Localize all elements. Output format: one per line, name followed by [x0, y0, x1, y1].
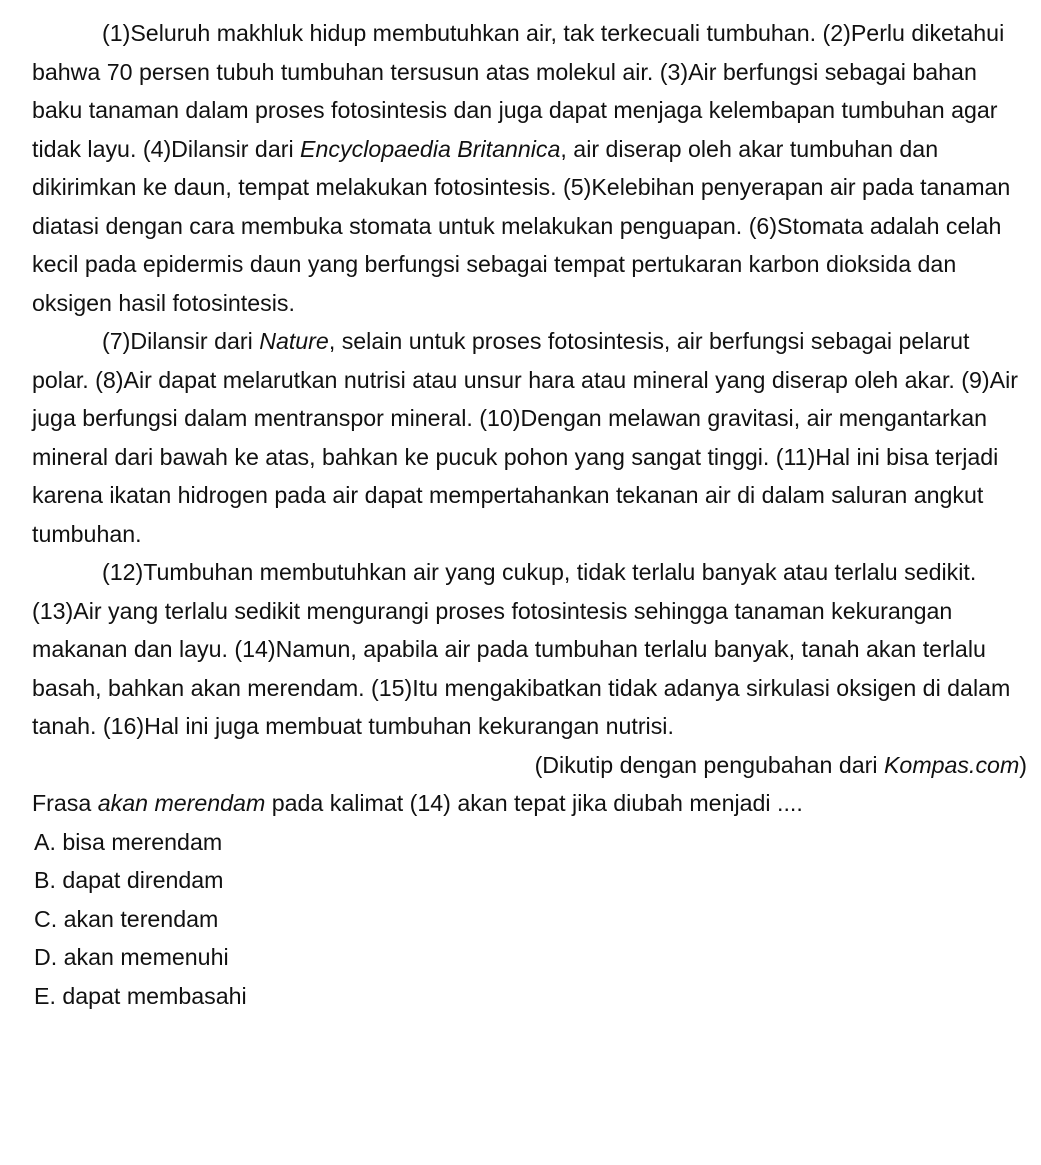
paragraph-1-text-b: , air diserap oleh akar tumbuhan dan dikirimkan ke daun, tempat melakukan fotosintesis. (5)Kelebihan penyerapan air pada tanaman diatasi dengan cara membuka stomata untuk melakukan penguapan. (6)Stomata adalah celah kecil pada epidermis daun yang berfungsi sebagai tempat pertukaran karbon dioksida dan oksigen hasil fotosintesis.: [32, 135, 1011, 316]
source-citation: [32, 746, 1027, 785]
question-prefix: Frasa: [32, 790, 98, 816]
passage-paragraph-2: [32, 322, 1027, 553]
question-phrase: akan merendam: [97, 790, 266, 816]
question-suffix: pada kalimat (14) akan tepat jika diubah menjadi ....: [265, 790, 803, 816]
paragraph-3-text: (12)Tumbuhan membutuhkan air yang cukup, tidak terlalu banyak atau terlalu sedikit. (13)Air yang terlalu sedikit mengurangi proses fotosintesis sehingga tanaman kekurangan makanan dan layu. (14)Namun, apabila air pada tumbuhan terlalu banyak, tanah akan terlalu basah, bahkan akan merendam. (15)Itu mengakibatkan tidak adanya sirkulasi oksigen di dalam tanah. (16)Hal ini juga membuat tumbuhan kekurangan nutrisi.: [32, 559, 1011, 739]
paragraph-2-citation-nature: Nature: [259, 328, 329, 354]
document-page: [32, 14, 1027, 1015]
paragraph-1-text-a: (1)Seluruh makhluk hidup membutuhkan air, tak terkecuali tumbuhan. (2)Perlu diketahui bahwa 70 persen tubuh tumbuhan tersusun atas molekul air. (3)Air berfungsi sebagai bahan baku tanaman dalam proses fotosintesis dan juga dapat menjaga kelembapan tumbuhan agar tidak layu. (4)Dilansir dari: [32, 20, 1005, 162]
paragraph-2-text-a: (7)Dilansir dari: [102, 328, 260, 354]
question-text: [32, 784, 1027, 823]
answer-option-e[interactable]: E. dapat membasahi: [34, 982, 247, 1009]
answer-option-b[interactable]: B. dapat direndam: [34, 867, 224, 893]
answer-option-a[interactable]: A. bisa merendam: [34, 828, 223, 855]
answer-options: [32, 823, 1027, 1016]
paragraph-1-citation-britannica: Encyclopaedia Britannica: [300, 135, 561, 162]
paragraph-2-text-b: , selain untuk proses fotosintesis, air berfungsi sebagai pelarut polar. (8)Air dapat melarutkan nutrisi atau unsur hara atau mineral yang diserap oleh akar. (9)Air juga berfungsi dalam mentranspor mineral. (10)Dengan melawan gravitasi, air mengantarkan mineral dari bawah ke atas, bahkan ke pucuk pohon yang sangat tinggi. (11)Hal ini bisa terjadi karena ikatan hidrogen pada air dapat mempertahankan tekanan air di dalam saluran angkut tumbuhan.: [32, 328, 1018, 547]
passage-paragraph-3: [32, 553, 1027, 746]
answer-option-c[interactable]: C. akan terendam: [34, 905, 219, 932]
source-name: Kompas.com: [883, 751, 1020, 778]
source-suffix: ): [1019, 751, 1027, 778]
passage-paragraph-1: [32, 14, 1027, 322]
answer-option-d[interactable]: D. akan memenuhi: [34, 944, 229, 970]
source-prefix: (Dikutip dengan pengubahan dari: [534, 751, 884, 778]
